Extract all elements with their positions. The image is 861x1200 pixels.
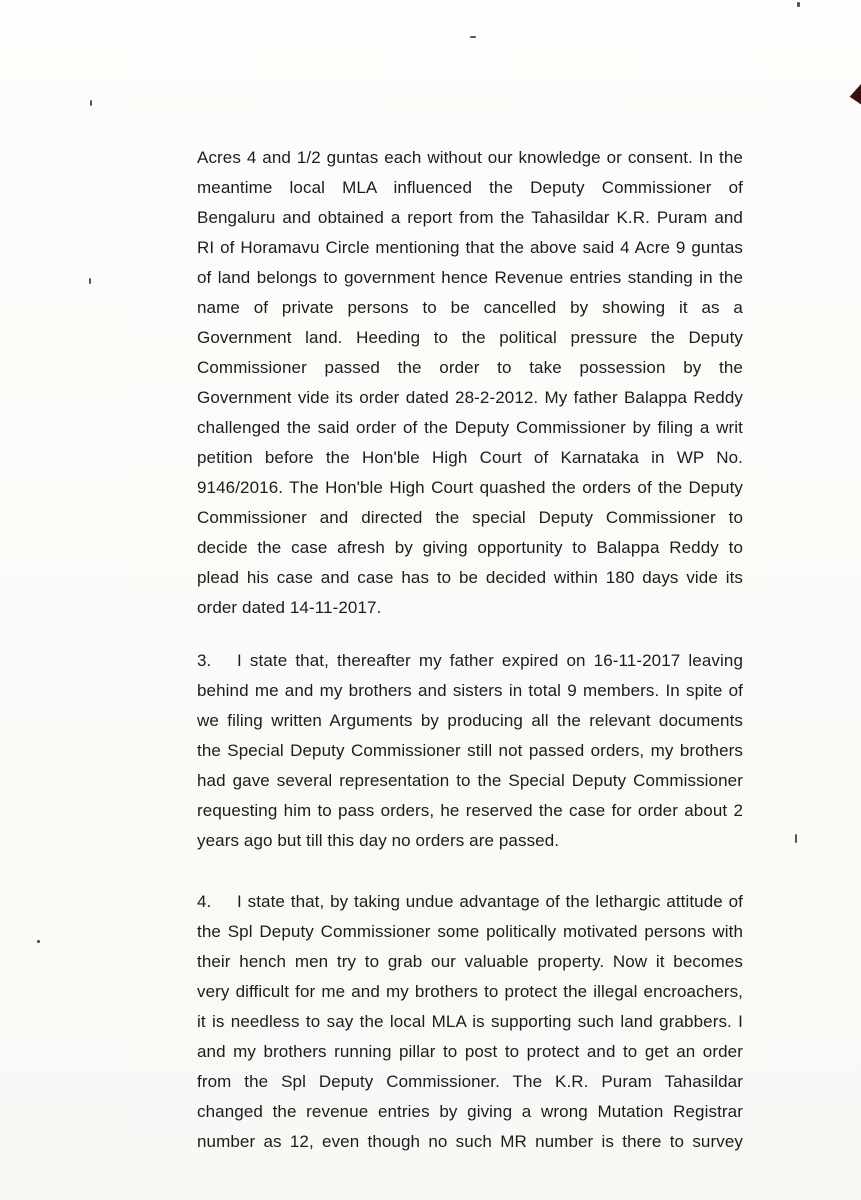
text-line: the Special Deputy Commissioner still not passed orders, my brothers (197, 741, 743, 760)
text-line: Government vide its order dated 28-2-2012. My father Balappa Reddy (197, 388, 743, 407)
text-line: order dated 14-11-2017. (197, 598, 382, 617)
scan-speck (89, 278, 91, 284)
text-line: I state that, thereafter my father expired on 16-11-2017 leaving (237, 651, 743, 670)
scan-speck (795, 834, 797, 843)
text-line: changed the revenue entries by giving a wrong Mutation Registrar (197, 1102, 743, 1121)
text-line: of land belongs to government hence Revenue entries standing in the (197, 268, 743, 287)
paragraph-number: 3. (197, 651, 212, 670)
paragraph-4 (197, 887, 743, 1157)
text-line: Government land. Heeding to the political pressure the Deputy (197, 328, 743, 347)
scan-speck (37, 940, 40, 943)
text-line: requesting him to pass orders, he reserved the case for order about 2 (197, 801, 743, 820)
text-line: plead his case and case has to be decided within 180 days vide its (197, 568, 743, 587)
paragraph-3 (197, 646, 743, 856)
text-line-first (197, 646, 743, 676)
text-line: decide the case afresh by giving opportunity to Balappa Reddy to (197, 538, 743, 557)
text-line: 9146/2016. The Hon'ble High Court quashed the orders of the Deputy (197, 478, 743, 497)
text-line: the Spl Deputy Commissioner some politically motivated persons with (197, 922, 743, 941)
text-line: name of private persons to be cancelled by showing it as a (197, 298, 743, 317)
text-line: Bengaluru and obtained a report from the Tahasildar K.R. Puram and (197, 208, 743, 227)
text-line: had gave several representation to the Special Deputy Commissioner (197, 771, 743, 790)
text-line: years ago but till this day no orders are passed. (197, 831, 560, 850)
scan-speck (797, 2, 800, 7)
text-line: it is needless to say the local MLA is supporting such land grabbers. I (197, 1012, 743, 1031)
text-line: very difficult for me and my brothers to protect the illegal encroachers, (197, 982, 743, 1001)
text-line: petition before the Hon'ble High Court of Karnataka in WP No. (197, 448, 743, 467)
text-line: RI of Horamavu Circle mentioning that the above said 4 Acre 9 guntas (197, 238, 743, 257)
text-line: Acres 4 and 1/2 guntas each without our knowledge or consent. In the (197, 148, 743, 167)
paragraph-number: 4. (197, 892, 212, 911)
paragraph-continued (197, 143, 743, 623)
corner-fold-mark (847, 84, 861, 123)
text-line: number as 12, even though no such MR number is there to survey (197, 1132, 743, 1151)
text-line: meantime local MLA influenced the Deputy Commissioner of (197, 178, 743, 197)
scan-speck (470, 36, 476, 38)
text-line: Commissioner passed the order to take possession by the (197, 358, 743, 377)
text-line: and my brothers running pillar to post to protect and to get an order (197, 1042, 743, 1061)
text-line: Commissioner and directed the special Deputy Commissioner to (197, 508, 743, 527)
text-line: challenged the said order of the Deputy Commissioner by filing a writ (197, 418, 743, 437)
scan-speck (90, 100, 92, 106)
text-line-first (197, 887, 743, 917)
text-line: behind me and my brothers and sisters in total 9 members. In spite of (197, 681, 743, 700)
text-line: from the Spl Deputy Commissioner. The K.R. Puram Tahasildar (197, 1072, 743, 1091)
text-line: their hench men try to grab our valuable property. Now it becomes (197, 952, 743, 971)
text-line: I state that, by taking undue advantage of the lethargic attitude of (237, 892, 743, 911)
text-line: we filing written Arguments by producing all the relevant documents (197, 711, 743, 730)
